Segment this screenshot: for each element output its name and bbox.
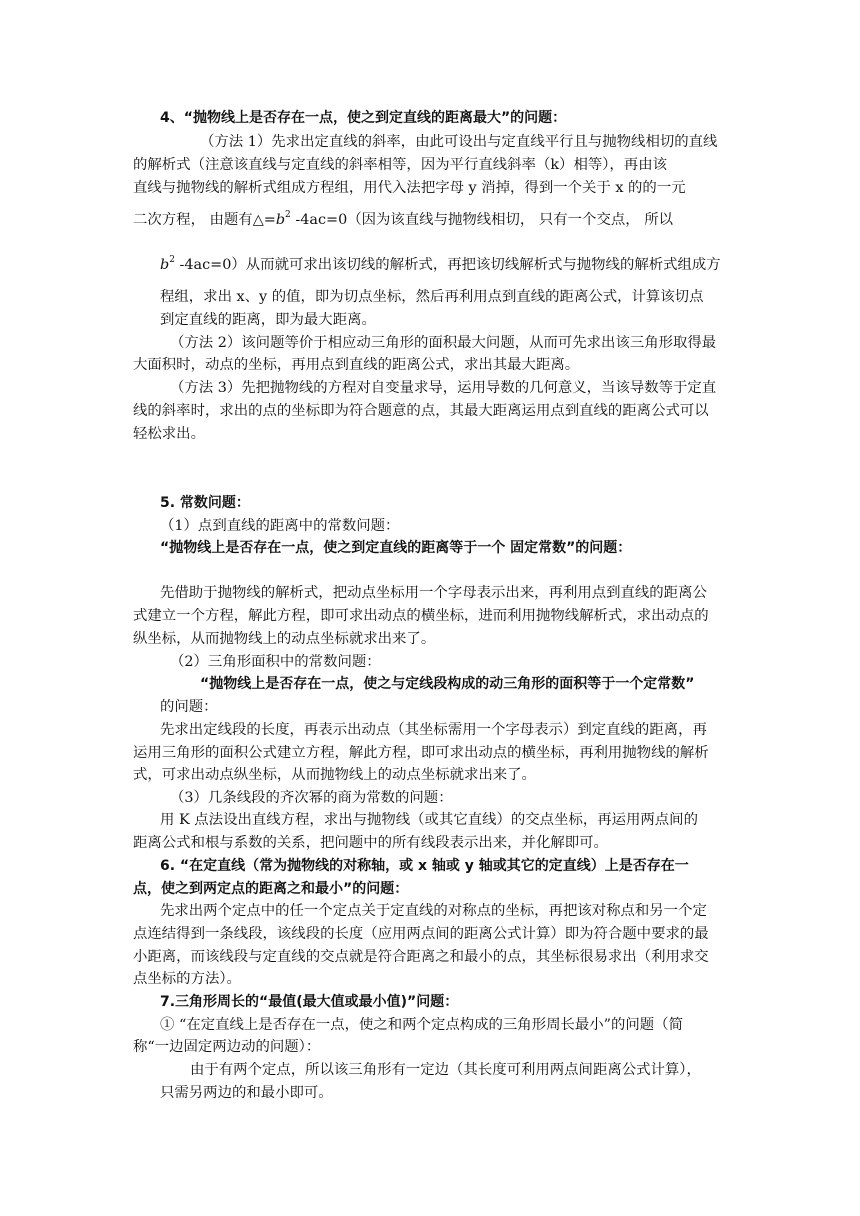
s6-line2: 点连结得到一条线段，该线段的长度（应用两点间的距离公式计算）即为符合题中要求的最	[133, 926, 709, 942]
b-variable: b	[275, 212, 286, 228]
section-6-heading-line1: 6. “在定直线（常为抛物线的对称轴，或 x 轴或 y 轴或其它的定直线）上是否存在一	[160, 858, 689, 874]
s4-method1-line2: 的解析式（注意该直线与定直线的斜率相等，因为平行直线斜率（k）相等），再由该	[133, 157, 667, 173]
s5-part2-line3: 式，可求出动点纵坐标，从而抛物线上的动点坐标就求出来了。	[133, 767, 536, 783]
s5-part2-question-line1: “抛物线上是否存在一点，使之与定线段构成的动三角形的面积等于一个定常数”	[200, 676, 695, 692]
s7-answer1-line1: 由于有两个定点，所以该三角形有一定边（其长度可利用两点间距离公式计算），	[190, 1062, 701, 1078]
s5-part3-line1: 用 K 点法设出直线方程，求出与抛物线（或其它直线）的交点坐标，再运用两点间的	[160, 812, 698, 828]
s7-answer1-line2: 只需另两边的和最小即可。	[160, 1085, 333, 1101]
s4-method2-line2: 大面积时，动点的坐标，再用点到直线的距离公式，求出其最大距离。	[133, 357, 580, 373]
s4-method3-line1: （方法 3）先把抛物线的方程对自变量求导，运用导数的几何意义，当该导数等于定直	[170, 380, 717, 396]
exponent: 2	[285, 210, 291, 220]
s5-part2-question-line2: 的问题：	[160, 699, 218, 715]
s6-line4: 点坐标的方法）。	[133, 971, 241, 987]
s5-part1-line2: 式建立一个方程，解此方程，即可求出动点的横坐标，进而利用抛物线解析式，求出动点的	[133, 608, 709, 624]
s5-part2-title: （2）三角形面积中的常数问题：	[170, 654, 381, 670]
s5-part3-title: （3）几条线段的齐次幂的商为常数的问题：	[170, 790, 453, 806]
s4-line5-suffix: -4ac=0）从而就可求出该切线的解析式，再把该切线解析式与抛物线的解析式组成方	[174, 257, 721, 273]
s4-method1-line5	[160, 255, 721, 275]
s6-line1: 先求出两个定点中的任一个定点关于定直线的对称点的坐标，再把该对称点和另一个定	[160, 903, 707, 919]
section-6-heading-line2: 点，使之到两定点的距离之和最小”的问题：	[133, 881, 409, 897]
s4-method1-line3: 直线与抛物线的解析式组成方程组，用代入法把字母 y 消掉，得到一个关于 x 的的一元	[133, 180, 686, 196]
s4-method2-line1: （方法 2）该问题等价于相应动三角形的面积最大问题，从而可先求出该三角形取得最	[170, 335, 717, 351]
s5-part3-line2: 距离公式和根与系数的关系，把问题中的所有线段表示出来，并化解即可。	[133, 835, 608, 851]
s7-question1-line1: ① “在定直线上是否存在一点，使之和两个定点构成的三角形周长最小”的问题（简	[160, 1017, 683, 1033]
s5-part2-line2: 运用三角形的面积公式建立方程，解此方程，即可求出动点的横坐标，再利用抛物线的解析	[133, 745, 709, 761]
s4-method1-line4	[133, 210, 673, 230]
s4-line4-suffix: -4ac=0（因为该直线与抛物线相切， 只有一个交点， 所以	[290, 212, 673, 228]
b-variable: b	[160, 257, 170, 273]
s4-line4-prefix: 二次方程， 由题有△=	[133, 212, 276, 228]
s4-method3-line3: 轻松求出。	[133, 426, 205, 442]
s4-method1-line6: 程组，求出 x、y 的值，即为切点坐标，然后再利用点到直线的距离公式，计算该切点	[160, 289, 704, 305]
exponent: 2	[169, 255, 175, 265]
s5-part1-line1: 先借助于抛物线的解析式，把动点坐标用一个字母表示出来，再利用点到直线的距离公	[160, 585, 707, 601]
s5-part1-question: “抛物线上是否存在一点，使之到定直线的距离等于一个 固定常数”的问题：	[160, 540, 632, 556]
s4-method1-line7: 到定直线的距离，即为最大距离。	[160, 312, 376, 328]
s4-method1-line1: （方法 1）先求出定直线的斜率，由此可设出与定直线平行且与抛物线相切的直线	[200, 134, 718, 150]
section-4-heading: 4、“抛物线上是否存在一点，使之到定直线的距离最大”的问题：	[160, 110, 567, 126]
s4-method3-line2: 线的斜率时，求出的点的坐标即为符合题意的点，其最大距离运用点到直线的距离公式可以	[133, 403, 709, 419]
s5-part1-line3: 纵坐标，从而抛物线上的动点坐标就求出来了。	[133, 631, 436, 647]
section-7-heading: 7.三角形周长的“最值(最大值或最小值)”问题：	[160, 994, 459, 1010]
section-5-heading: 5. 常数问题：	[160, 495, 250, 511]
s7-question1-line2: 称“一边固定两边动的问题）：	[133, 1039, 321, 1055]
s6-line3: 小距离，而该线段与定直线的交点就是符合距离之和最小的点，其坐标很易求出（利用求交	[133, 949, 709, 965]
s5-part1-title: （1）点到直线的距离中的常数问题：	[160, 518, 400, 534]
s5-part2-line1: 先求出定线段的长度，再表示出动点（其坐标需用一个字母表示）到定直线的距离，再	[160, 722, 707, 738]
